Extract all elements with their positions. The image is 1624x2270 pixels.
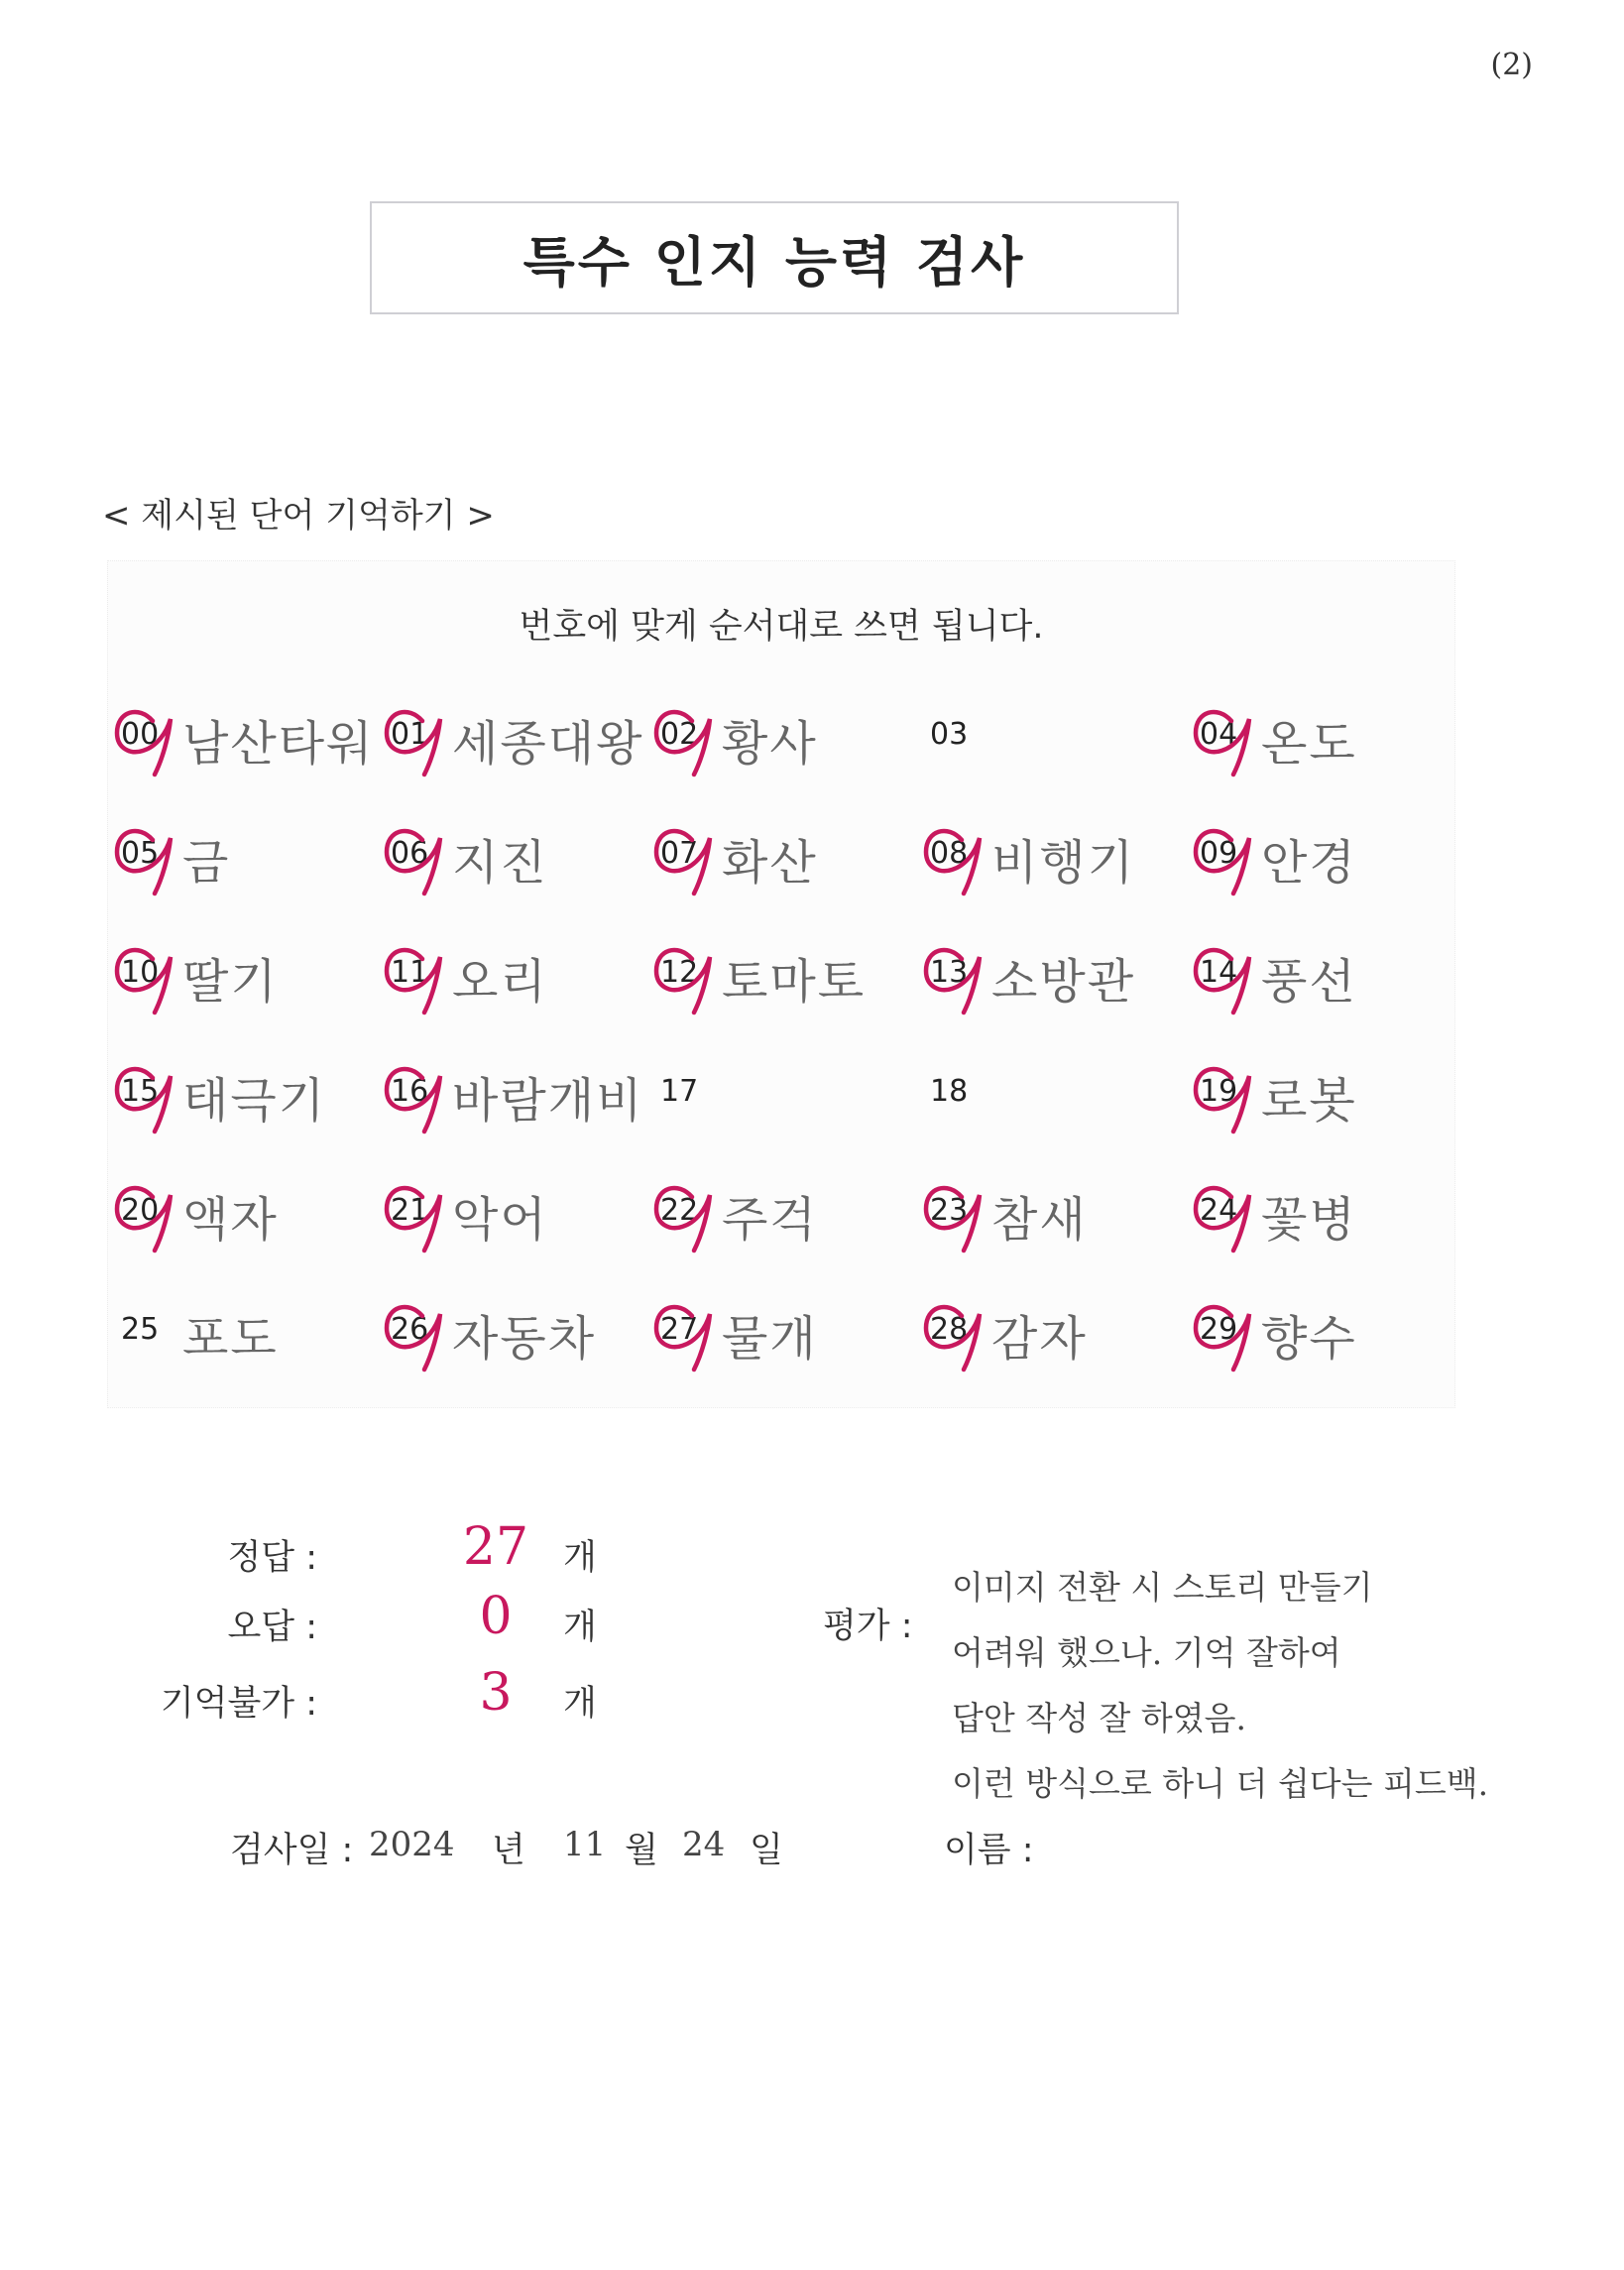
cell-answer: 포도 [182, 1311, 279, 1367]
cell-answer: 화산 [722, 835, 818, 891]
check-mark-icon [109, 1054, 178, 1137]
grid-cell [1190, 679, 1459, 798]
evaluation-text [952, 1555, 1488, 1817]
cell-answer: 액자 [182, 1192, 279, 1248]
check-mark-icon [918, 816, 987, 899]
check-mark-icon [648, 1173, 718, 1256]
correct-label: 정답 : [227, 1538, 317, 1578]
cell-answer: 태극기 [182, 1073, 327, 1129]
cell-number: 15 [121, 1074, 160, 1109]
cell-answer: 로봇 [1261, 1073, 1357, 1129]
cell-answer: 세종대왕 [452, 716, 644, 772]
grid-cell [650, 679, 920, 798]
check-mark-icon [1188, 816, 1257, 899]
cell-number: 25 [121, 1312, 160, 1347]
check-mark-icon [648, 697, 718, 780]
correct-unit: 개 [563, 1538, 597, 1578]
grid-cell [1190, 917, 1459, 1036]
forgot-label: 기억불가 : [160, 1684, 317, 1724]
cell-number: 17 [660, 1074, 699, 1109]
grid-cell [650, 1036, 920, 1155]
cell-number: 18 [930, 1074, 969, 1109]
cell-answer: 참새 [991, 1192, 1088, 1248]
cell-number: 12 [660, 955, 699, 990]
cell-number: 10 [121, 955, 160, 990]
cell-answer: 물개 [722, 1311, 818, 1367]
cell-answer: 소방관 [991, 954, 1136, 1010]
check-mark-icon [918, 1173, 987, 1256]
grid-cell [1190, 1155, 1459, 1274]
check-mark-icon [648, 935, 718, 1018]
cell-answer: 풍선 [1261, 954, 1357, 1010]
cell-answer: 황사 [722, 716, 818, 772]
cell-answer: 주걱 [722, 1192, 818, 1248]
grid-cell [381, 917, 650, 1036]
cell-number: 06 [391, 836, 429, 871]
check-mark-icon [109, 1173, 178, 1256]
grid-cell [381, 679, 650, 798]
wrong-label: 오답 : [227, 1608, 317, 1647]
check-mark-icon [109, 697, 178, 780]
check-mark-icon [379, 1054, 448, 1137]
grid-cell [111, 1274, 381, 1393]
grid-cell [920, 917, 1190, 1036]
cell-answer: 바람개비 [452, 1073, 644, 1129]
grid-cell [650, 1274, 920, 1393]
grid-cell [111, 917, 381, 1036]
cell-number: 19 [1200, 1074, 1238, 1109]
forgot-count: 3 [479, 1663, 513, 1723]
check-mark-icon [1188, 697, 1257, 780]
cell-number: 26 [391, 1312, 429, 1347]
cell-answer: 안경 [1261, 835, 1357, 891]
cell-number: 09 [1200, 836, 1238, 871]
date-day: 24 [682, 1825, 726, 1864]
cell-answer: 향수 [1261, 1311, 1357, 1367]
cell-number: 07 [660, 836, 699, 871]
cell-number: 05 [121, 836, 160, 871]
cell-number: 14 [1200, 955, 1238, 990]
check-mark-icon [648, 1292, 718, 1375]
cell-answer: 꽃병 [1261, 1192, 1357, 1248]
check-mark-icon [1188, 1292, 1257, 1375]
evaluation-line: 이미지 전환 시 스토리 만들기 [952, 1568, 1373, 1607]
forgot-unit: 개 [563, 1684, 597, 1724]
date-year: 2024 [369, 1825, 455, 1864]
cell-number: 11 [391, 955, 429, 990]
grid-cell [111, 798, 381, 917]
check-mark-icon [918, 935, 987, 1018]
check-mark-icon [1188, 935, 1257, 1018]
grid-cell [1190, 798, 1459, 917]
page-title: 특수 인지 능력 검사 [522, 230, 1026, 294]
grid-cell [920, 1274, 1190, 1393]
date-month: 11 [563, 1825, 607, 1864]
check-mark-icon [918, 1292, 987, 1375]
cell-number: 21 [391, 1193, 429, 1228]
grid-cell [111, 679, 381, 798]
instruction-text: 번호에 맞게 순서대로 쓰면 됩니다. [519, 607, 1044, 647]
page-number: (2) [1490, 48, 1533, 82]
grid-cell [1190, 1036, 1459, 1155]
evaluation-line: 이런 방식으로 하니 더 쉽다는 피드백. [952, 1764, 1489, 1803]
check-mark-icon [109, 935, 178, 1018]
cell-number: 20 [121, 1193, 160, 1228]
evaluation-label: 평가 : [823, 1607, 913, 1646]
grid-cell [920, 1155, 1190, 1274]
cell-answer: 감자 [991, 1311, 1088, 1367]
cell-number: 04 [1200, 717, 1238, 752]
grid-cell [650, 917, 920, 1036]
cell-number: 23 [930, 1193, 969, 1228]
evaluation-line: 어려워 했으나. 기억 잘하여 [952, 1633, 1341, 1672]
cell-answer: 온도 [1261, 716, 1357, 772]
cell-answer: 자동차 [452, 1311, 597, 1367]
cell-answer: 비행기 [991, 835, 1136, 891]
check-mark-icon [379, 816, 448, 899]
grid-cell [650, 1155, 920, 1274]
cell-answer: 지진 [452, 835, 548, 891]
check-mark-icon [379, 1173, 448, 1256]
grid-cell [111, 1036, 381, 1155]
check-mark-icon [109, 816, 178, 899]
cell-answer: 남산타워 [182, 716, 375, 772]
wrong-unit: 개 [563, 1608, 597, 1647]
check-mark-icon [379, 697, 448, 780]
check-mark-icon [648, 816, 718, 899]
name-label: 이름 : [944, 1831, 1034, 1870]
grid-cell [111, 1155, 381, 1274]
date-month-unit: 월 [625, 1831, 658, 1870]
cell-answer: 오리 [452, 954, 548, 1010]
cell-answer: 토마토 [722, 954, 867, 1010]
grid-cell [381, 1274, 650, 1393]
grid-cell [1190, 1274, 1459, 1393]
cell-answer: 악어 [452, 1192, 548, 1248]
grid-cell [920, 798, 1190, 917]
cell-number: 22 [660, 1193, 699, 1228]
title-box [370, 201, 1179, 314]
grid-cell [381, 1036, 650, 1155]
check-mark-icon [1188, 1054, 1257, 1137]
cell-number: 03 [930, 717, 969, 752]
correct-count: 27 [462, 1517, 529, 1577]
cell-number: 27 [660, 1312, 699, 1347]
cell-number: 16 [391, 1074, 429, 1109]
grid-cell [920, 679, 1190, 798]
cell-number: 24 [1200, 1193, 1238, 1228]
check-mark-icon [1188, 1173, 1257, 1256]
check-mark-icon [379, 1292, 448, 1375]
check-mark-icon [379, 935, 448, 1018]
evaluation-line: 답안 작성 잘 하였음. [952, 1699, 1246, 1737]
cell-number: 29 [1200, 1312, 1238, 1347]
cell-number: 28 [930, 1312, 969, 1347]
section-heading: < 제시된 단어 기억하기 > [102, 496, 495, 536]
cell-number: 13 [930, 955, 969, 990]
cell-answer: 딸기 [182, 954, 279, 1010]
cell-number: 00 [121, 717, 160, 752]
cell-number: 01 [391, 717, 429, 752]
grid-cell [920, 1036, 1190, 1155]
date-year-unit: 년 [492, 1831, 525, 1870]
date-label: 검사일 : [230, 1831, 354, 1870]
date-day-unit: 일 [750, 1831, 783, 1870]
grid-cell [381, 1155, 650, 1274]
cell-number: 08 [930, 836, 969, 871]
wrong-count: 0 [479, 1587, 513, 1646]
cell-answer: 금 [182, 835, 231, 891]
cell-number: 02 [660, 717, 699, 752]
grid-cell [381, 798, 650, 917]
grid-cell [650, 798, 920, 917]
